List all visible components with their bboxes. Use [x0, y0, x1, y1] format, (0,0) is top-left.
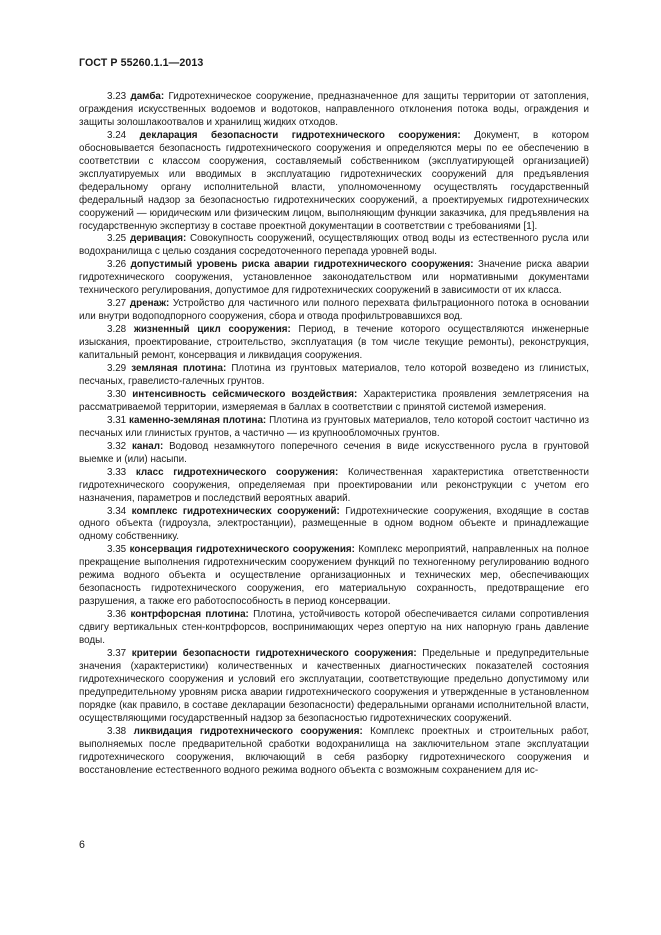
definition-text: Предельные и предупредительные значения (характеристики) количественных и качественных диагностических показателей состояния гидротехнического сооружения и условий его эксплуатации, соответствующие предельно допустимому или предупредительному уровням риска аварии гидротехнического сооружения и утвержденные в установленном порядке (как правило, в составе декларации безопасности) федеральными органами исполнительной власти, осуществляющими государственный надзор за безопасностью гидротехнических сооружений. — [79, 647, 589, 724]
definition-text: Гидротехническое сооружение, предназначенное для защиты территории от затопления, ограждения искусственных водоемов и водотоков, направленного отклонения потока воды, ограждения и защиты золошлакоотвалов и хранилищ жидких отходов. — [79, 91, 589, 128]
entry-number: 3.34 — [107, 505, 127, 517]
definition-3-24 — [79, 130, 589, 234]
term: допустимый уровень риска аварии гидротехнического сооружения: — [130, 259, 474, 271]
term: жизненный цикл сооружения: — [133, 324, 291, 336]
entry-number: 3.23 — [107, 91, 127, 102]
definition-3-34 — [79, 506, 589, 545]
definition-3-32 — [79, 441, 589, 467]
term: консервация гидротехнического сооружения: — [129, 544, 355, 556]
entry-number: 3.28 — [107, 324, 127, 336]
entry-number: 3.35 — [107, 544, 127, 556]
entry-number: 3.37 — [107, 647, 127, 659]
entry-number: 3.36 — [107, 609, 127, 621]
term: класс гидротехнического сооружения: — [135, 466, 339, 478]
entry-number: 3.24 — [107, 129, 127, 141]
definition-3-36 — [79, 609, 589, 648]
definition-text: Комплекс проектных и строительных работ, выполняемых после предварительной сработки водохранилища на заключительном этапе эксплуатации гидротехнического сооружения, включающий в себя разборку гидротехнического сооружения и восстановление естественного водного режима водного объекта с возможным сохранением для ис- — [79, 725, 589, 776]
definition-3-35 — [79, 544, 589, 609]
entry-number: 3.33 — [107, 466, 127, 478]
term: дамба: — [130, 91, 165, 102]
term: критерии безопасности гидротехнического сооружения: — [131, 647, 417, 659]
definition-text: Плотина из грунтовых материалов, тело которой возведено из глинистых, песчаных, гравелисто-галечных грунтов. — [79, 363, 589, 387]
definition-3-33 — [79, 467, 589, 506]
definition-text: Период, в течение которого осуществляются инженерные изыскания, проектирование, строительство, эксплуатация (в том числе текущие ремонты), реконструкция, капитальный ремонт, консервация и ликвидация сооружения. — [79, 324, 589, 362]
definition-3-23 — [79, 91, 589, 130]
definition-3-31 — [79, 415, 589, 441]
entry-number: 3.38 — [107, 725, 127, 737]
definition-text: Плотина из грунтовых материалов, тело которой состоит частично из песчаных или глинистых грунтов, а частично — из крупнообломочных грунтов. — [79, 414, 589, 439]
term: ликвидация гидротехнического сооружения: — [133, 725, 363, 737]
definition-3-30 — [79, 389, 589, 415]
page-number: 6 — [79, 839, 85, 851]
document-body — [79, 91, 589, 778]
definition-text: Гидротехнические сооружения, входящие в состав одного объекта (гидроузла, электростанции), размещенные в одном водном объекте и принадлежащие одному собственнику. — [79, 505, 589, 543]
definition-text: Совокупность сооружений, осуществляющих отвод воды из естественного русла или водохранилища с целью создания сосредоточенного перепада уровней воды. — [79, 233, 589, 258]
term: земляная плотина: — [131, 363, 227, 375]
definition-text: Количественная характеристика ответственности гидротехнического сооружения, определяемая при проектировании или реконструкции с учетом его назначения, параметров и последствий вероятных аварий. — [79, 466, 589, 504]
definition-3-26 — [79, 259, 589, 298]
definition-3-25 — [79, 233, 589, 259]
term: каменно-земляная плотина: — [129, 414, 267, 426]
page-header: ГОСТ Р 55260.1.1—2013 — [79, 57, 204, 69]
term: дренаж: — [129, 298, 170, 310]
definition-3-37 — [79, 648, 589, 726]
definition-text: Водовод незамкнутого поперечного сечения в виде искусственного русла в грунтовой выемке и (или) насыпи. — [79, 440, 589, 465]
definition-text: Документ, в котором обосновывается безопасность гидротехнического сооружения и определяются меры по ее обеспечению в соответствии с классом сооружения, составляемый собственником (эксплуатирующей организацией) эксплуатируемых или вводимых в эксплуатацию гидротехнических сооружений для предъявления федеральному органу исполнительной власти, уполномоченному осуществлять государственный федеральный надзор за безопасностью гидротехнических сооружений, а проектируемых гидротехнических сооружений — юридическим или физическим лицом, выполняющим функции заказчика, для предъявления на государственную экспертизу в составе проектной документации в соответствии с требованиями [1]. — [79, 129, 589, 232]
term: канал: — [131, 440, 164, 452]
entry-number: 3.26 — [107, 259, 127, 271]
entry-number: 3.32 — [107, 440, 127, 452]
term: комплекс гидротехнических сооружений: — [131, 505, 340, 517]
entry-number: 3.29 — [107, 363, 127, 375]
definition-3-29 — [79, 363, 589, 389]
definition-text: Значение риска аварии гидротехнического сооружения, установленное законодательством или нормативными документами технического регулирования, допустимое для гидротехнических сооружений в зависимости от их класса. — [79, 259, 589, 297]
entry-number: 3.27 — [107, 298, 127, 310]
definition-text: Устройство для частичного или полного перехвата фильтрационного потока в основании или внутри водоподпорного сооружения, сбора и отвода профильтровавшихся вод. — [79, 298, 589, 323]
definition-text: Плотина, устойчивость которой обеспечивается силами сопротивления сдвигу вертикальных стен-контрфорсов, воспринимающих через опертую на них напорную грань давление воды. — [79, 609, 589, 647]
term: декларация безопасности гидротехнического сооружения: — [139, 129, 461, 141]
definition-3-28 — [79, 324, 589, 363]
term: интенсивность сейсмического воздействия: — [132, 388, 358, 400]
definition-3-38 — [79, 726, 589, 778]
definition-3-27 — [79, 298, 589, 324]
term: деривация: — [129, 233, 187, 245]
entry-number: 3.30 — [107, 388, 127, 400]
definition-text: Комплекс мероприятий, направленных на полное прекращение выполнения гидротехническим сооружением функций по техногенному регулированию водного режима водного объекта и осуществление организационных и технических мер, обеспечивающих безопасность гидротехнического сооружения, его материальную сохранность, предотвращение его разрушения, а также его работоспособность в период консервации. — [79, 544, 589, 608]
definition-text: Характеристика проявления землетрясения на рассматриваемой территории, измеряемая в баллах в соответствии с принятой системой измерения. — [79, 388, 589, 413]
term: контрфорсная плотина: — [130, 609, 249, 621]
entry-number: 3.31 — [107, 414, 127, 426]
entry-number: 3.25 — [107, 233, 127, 245]
